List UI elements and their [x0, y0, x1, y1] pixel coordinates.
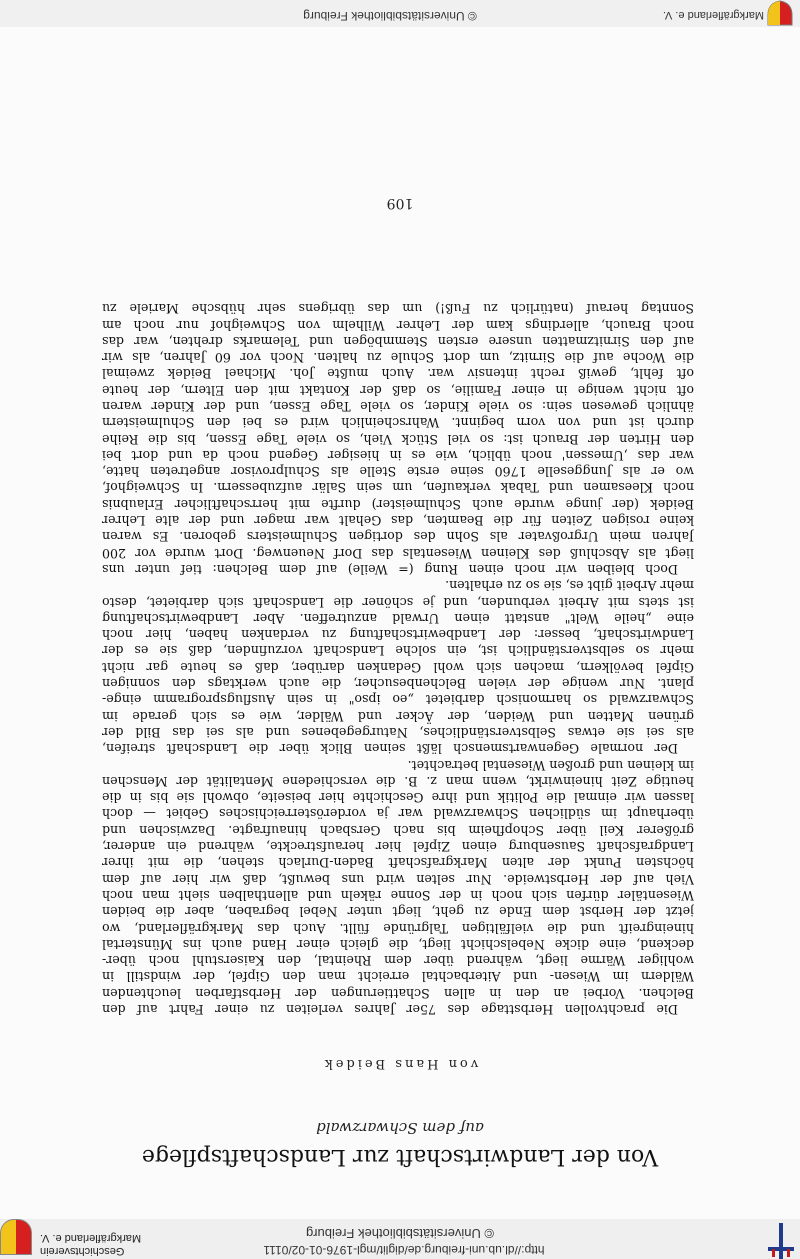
text-line: Belchen. Vorbei an den in allen Schattierungen der Herbstfarben leuchtenden [102, 985, 694, 1001]
text-line: eine „heile Welt" anstatt einen Urwald anzutreffen. Aber Landbewirtschaftung [102, 610, 694, 626]
article-author: von Hans Beidek [321, 1056, 479, 1071]
text-line: plant. Nur wenige der vielen Belchenbesucher, die auch werktags den sonnigen [102, 676, 694, 692]
text-line: überhaupt im südlichen Schwarzwald war ja vorderösterreichisches Gebiet — doch [102, 806, 694, 822]
text-line: oft nicht wenige in einer Familie, so daß der Kontakt mit den Eltern, der heute [102, 382, 694, 398]
text-line: Beidek (der junge wurde auch Schulmeister) durfte mit herrschaftlicher Erlaubnis [102, 496, 694, 512]
article-subtitle: auf dem Schwarzwald [316, 1119, 484, 1137]
text-line: noch Brauch, allerdings kam der Lehrer Wilhelm von Schweighof nur noch am [102, 317, 694, 333]
text-line: auf den Sirnitzmatten unsere ersten Stemmbögen und Telemarks drehten, war das [102, 333, 694, 349]
text-line: deckend, eine dicke Nebelschicht liegt, die gleich einer Hand auch ins Münstertal [102, 936, 694, 952]
text-line: Landwirtschaft, besser: der Landbewirtschaftung zu verdanken haben, hier noch [102, 627, 694, 643]
text-line: den Hirten der Brauch ist: so viel Stück Vieh, so viele Tage Essen, bis die Reihe [102, 431, 694, 447]
text-line: mehr Arbeit gibt es, sie so zu erhalten. [445, 578, 694, 594]
page-number: 109 [386, 195, 414, 211]
text-line: Schwarzwald so harmonisch darbietet „eo ipso" in sein Ausflugsprogramm einge- [102, 692, 694, 708]
text-line: jetzt der Herbst dem Ende zu geht, liegt unter Nebel begraben, aber die beiden [102, 904, 694, 920]
text-line: wohliger Wärme liegt, während über dem Rheintal, den Kaiserstuhl noch über- [102, 953, 694, 969]
text-line: Doch bleiben wir noch einen Rung (= Weile) auf dem Belchen: tief unter uns [102, 561, 678, 577]
text-line: Gipfel bevölkern, machen sich wohl Gedanken darüber, daß es heute gar nicht [102, 659, 694, 675]
footer-society: Markgräflerland e. V. [662, 9, 764, 21]
text-line: höchsten Punkt der alten Markgrafschaft Baden-Durlach stehen, die mit ihrer [102, 855, 694, 871]
text-line: Landgrafschaft Sausenburg einen Zipfel hier heraufstreckte, während ein anderer, [102, 839, 694, 855]
text-line: durch ist und von vorn beginnt. Wahrscheinlich wird es bei den Schulmeistern [102, 415, 694, 431]
text-line: wo er als Junggeselle 1760 seine erste Stelle als Schulprovisor angetreten hatte, [102, 464, 694, 480]
text-line: Sonntag herauf (natürlich zu Fuß!) um das übrigens sehr hübsche Mariele zu [102, 301, 694, 317]
article-body [102, 300, 694, 1017]
text-line: Wäldern im Wiesen- und Aiterbachtal erreicht man den Gipfel, der windstill in [102, 969, 694, 985]
text-line: oft fehlt, gewiß recht intensiv war. Auch mußte Joh. Michael Beidek zweimal [102, 366, 694, 382]
text-line: Wiesentäler dürfen sich noch in der Sonne räkeln und allenthalben sieht man noch [102, 887, 694, 903]
text-line: Der normale Gegenwartsmensch läßt seinen Blick über die Landschaft streifen, [102, 741, 678, 757]
text-line: die Woche auf die Sirnitz, um dort Schule zu halten. Noch vor 60 Jahren, als wir [102, 350, 694, 366]
footer-copyright: © Universitätsbibliothek Freiburg [303, 9, 477, 23]
text-line: Jahren mein Urgroßvater als Sohn des dortigen Schulmeisters geboren. Es waren [102, 529, 694, 545]
society-crest-small-icon [766, 0, 794, 27]
text-line: größerer Keil über Schopfheim bis nach Gersbach hinaufragte. Dazwischen und [102, 822, 694, 838]
text-line: lassen wir einmal die Politik und ihre Geschichte hier beiseite, obwohl sie bis in die [102, 790, 694, 806]
text-line: Vieh auf der Herbstweide. Nur selten wird uns bewußt, daß wir hier auf dem [102, 871, 694, 887]
society-caption [40, 1231, 190, 1257]
text-line: war das ‚Umessen' noch üblich, wie es in hiesiger Gegend noch da und dort bei [102, 447, 694, 463]
page-url-link[interactable]: http://dl.ub.uni-freiburg.de/diglit/mgl-1976-01-02/0111 [263, 1243, 545, 1257]
text-line: hineingreift und die vielfältigen Talgründe füllt. Auch das Markgräflerland, wo [102, 920, 694, 936]
viewer-footer [0, 0, 800, 27]
article-title: Von der Landwirtschaft zur Landschaftspflege [141, 1144, 659, 1169]
text-line: grünen Matten und Weiden, der Äcker und Wälder, wie es sich gerade im [102, 708, 694, 724]
society-crest-icon [0, 1219, 32, 1255]
text-line: Die prachtvollen Herbsttage des 75er Jahres verleiten zu einer Fahrt auf den [102, 1002, 678, 1017]
text-line: mehr so selbstverständlich ist, ein solche Landschaft vorzufinden, daß sie es der [102, 643, 694, 659]
text-line: als sei sie etwas Selbstverständliches, Naturgegebenes und als sei das Bild der [102, 724, 694, 740]
text-line: im kleinen und großen Wiesental betrachtet. [407, 757, 694, 773]
society-region: Markgräflerland e. V. [40, 1232, 142, 1244]
text-line: keine rosigen Zeiten für die Beamten, das Gehalt war mager und der alte Lehrer [102, 513, 694, 529]
text-line: ist stets mit Arbeit verbunden, und je schöner die Landschaft sich darbietet, desto [102, 594, 694, 610]
copyright-notice: © Universitätsbibliothek Freiburg [305, 1226, 495, 1241]
text-line: heutige Zeit hineinwirkt, wenn man z. B. die verschiedene Mentalität der Menschen [102, 773, 694, 789]
text-line: ähnlich gewesen sein: so viele Kinder, so viele Tage Essen, und der Kinder waren [102, 399, 694, 415]
text-line: noch Kleesamen und Tabak verkaufen, um sein Salär aufzubessern. In Schweighof, [102, 480, 694, 496]
viewer-header [0, 1219, 800, 1259]
text-line: liegt als Abschluß des Kleinen Wiesentals das Dorf Neuenweg. Dort wurde vor 200 [102, 545, 694, 561]
society-name: Geschichtsverein [40, 1245, 125, 1257]
ub-freiburg-logo-icon [766, 1223, 796, 1259]
